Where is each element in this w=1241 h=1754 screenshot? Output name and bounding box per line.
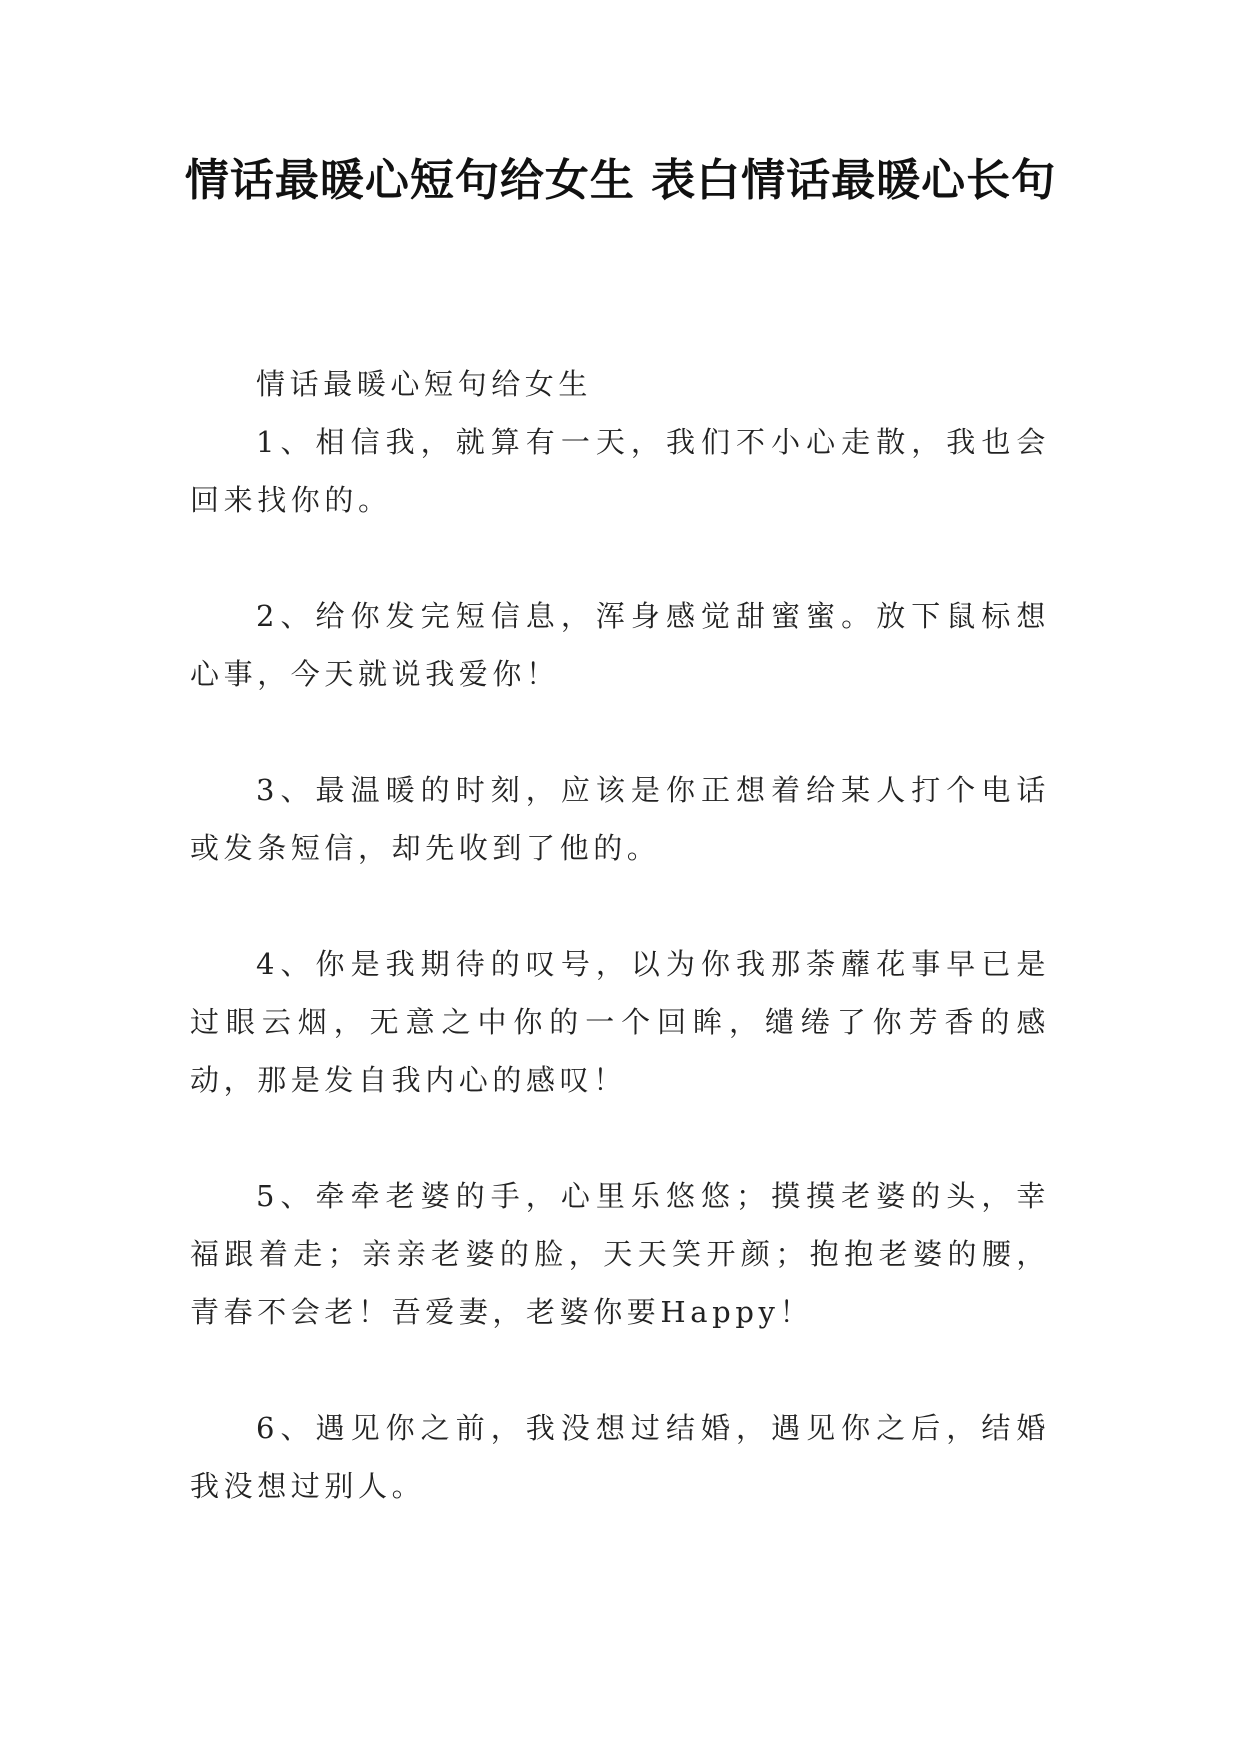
paragraph-6: 6、遇见你之前，我没想过结婚，遇见你之后，结婚我没想过别人。: [190, 1411, 1050, 1503]
section-subheading: 情话最暖心短句给女生: [256, 367, 593, 401]
paragraph-5: 5、牵牵老婆的手，心里乐悠悠；摸摸老婆的头，幸福跟着走；亲亲老婆的脸，天天笑开颜；抱抱老婆的腰，青春不会老！吾爱妻，老婆你要Happy！: [190, 1179, 1050, 1329]
paragraph-1: 1、相信我，就算有一天，我们不小心走散，我也会回来找你的。: [190, 425, 1050, 517]
paragraph-4: 4、你是我期待的叹号，以为你我那荼蘼花事早已是过眼云烟，无意之中你的一个回眸，缱绻了你芳香的感动，那是发自我内心的感叹！: [190, 947, 1050, 1097]
document-body: [190, 355, 1050, 1515]
paragraph-2: 2、给你发完短信息，浑身感觉甜蜜蜜。放下鼠标想心事，今天就说我爱你！: [190, 599, 1050, 691]
paragraph-3: 3、最温暖的时刻，应该是你正想着给某人打个电话或发条短信，却先收到了他的。: [190, 773, 1050, 865]
document-title: 情话最暖心短句给女生 表白情话最暖心长句: [184, 155, 1057, 206]
